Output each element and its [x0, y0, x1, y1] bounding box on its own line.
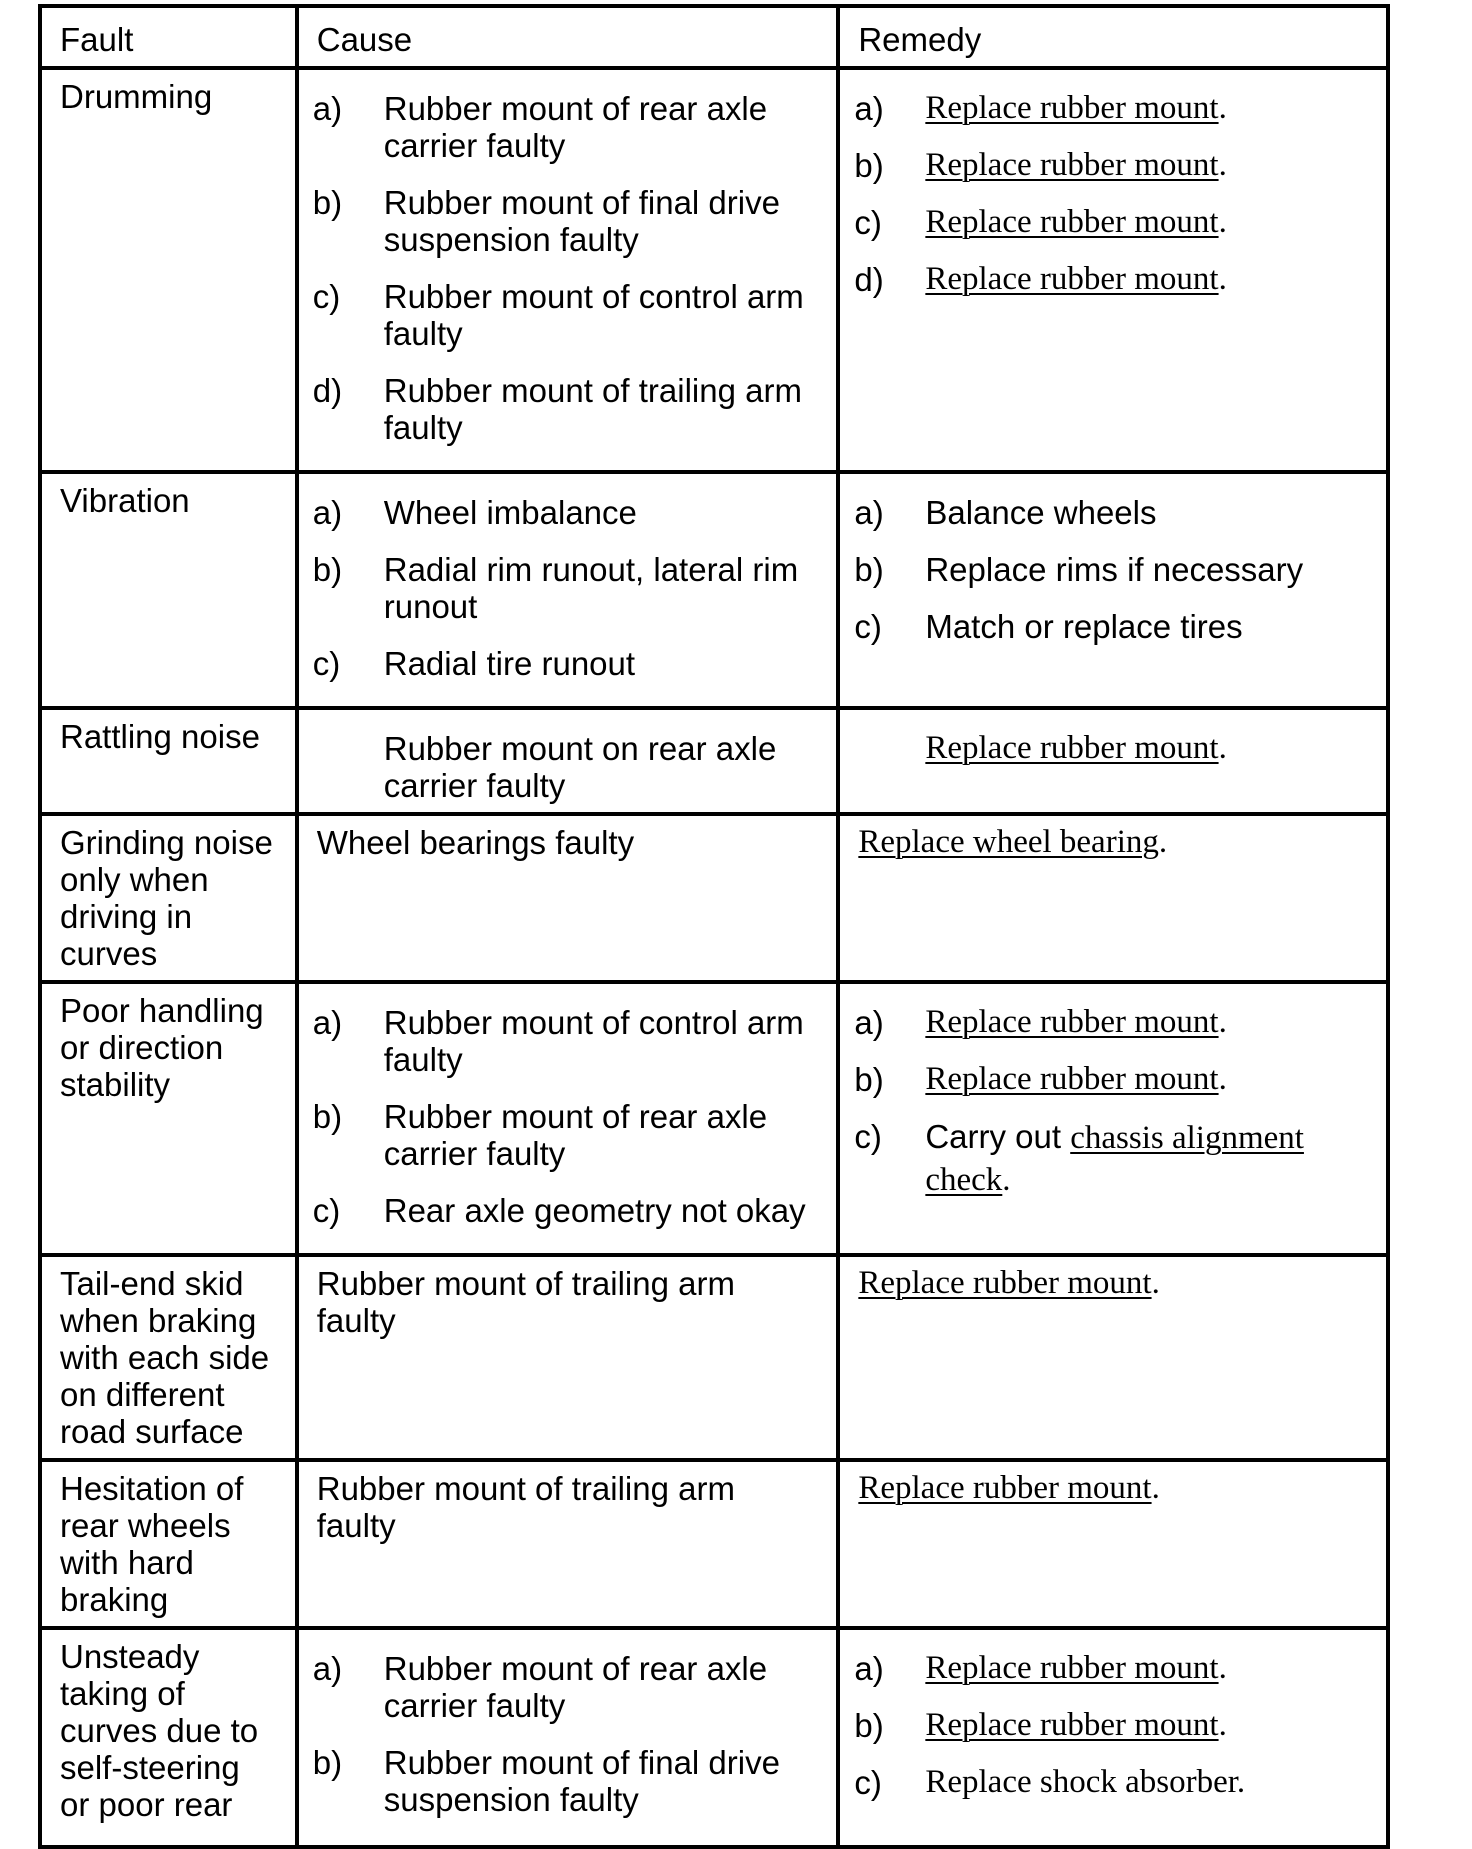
remedy-link[interactable]: Replace rubber mount	[925, 1707, 1219, 1743]
cause-text: Wheel bearings faulty	[316, 824, 635, 861]
cause-text: Rubber mount of trailing arm faulty	[316, 1470, 735, 1544]
list-item: c) Match or replace tires	[854, 608, 1243, 645]
list-item: c) Replace shock absorber.	[854, 1764, 1246, 1801]
fault-cell	[40, 1255, 297, 1460]
remedy-link[interactable]: Replace rubber mount	[925, 90, 1219, 126]
remedy-link[interactable]: Replace rubber mount	[925, 1004, 1219, 1040]
list-item: a) Replace rubber mount.	[854, 1650, 1227, 1687]
remedy-link[interactable]: Replace rubber mount	[925, 261, 1219, 297]
table-row	[40, 68, 1388, 472]
fault-cell	[40, 814, 297, 982]
header-fault: Fault	[40, 6, 297, 68]
fault-text: Hesitation of rear wheels with hard braking	[60, 1470, 244, 1618]
remedy-link[interactable]: Replace rubber mount	[858, 1265, 1152, 1301]
list-item: b) Radial rim runout, lateral rim runout	[312, 551, 799, 625]
fault-text: Vibration	[60, 482, 190, 519]
table-row	[40, 1255, 1388, 1460]
cause-cell	[297, 472, 839, 708]
remedy-link[interactable]: Replace wheel bearing	[858, 824, 1159, 860]
remedy-link[interactable]: Replace rubber mount	[925, 1650, 1219, 1686]
table-row	[40, 1628, 1388, 1847]
remedy-cell: Replace rubber mount.	[838, 708, 1388, 814]
list-item: c) Rubber mount of control arm faulty	[312, 278, 804, 352]
fault-cell	[40, 708, 297, 814]
fault-text: Tail-end skid when braking with each side on different road surface	[60, 1265, 270, 1450]
cause-text: Rubber mount of trailing arm faulty	[316, 1265, 735, 1339]
fault-diagnosis-table	[38, 4, 1390, 1849]
cause-cell	[297, 1255, 839, 1460]
fault-cell	[40, 982, 297, 1255]
fault-text: Rattling noise	[60, 718, 260, 755]
header-remedy: Remedy	[838, 6, 1388, 68]
chassis-alignment-link[interactable]: chassis alignment check	[925, 1120, 1304, 1198]
cause-cell	[297, 68, 839, 472]
list-item: a) Rubber mount of rear axle carrier faulty	[312, 1650, 768, 1724]
cause-text: Rubber mount on rear axle carrier faulty	[383, 730, 777, 804]
header-row	[40, 6, 1388, 68]
list-item: c) Rear axle geometry not okay	[312, 1192, 806, 1229]
fault-text: Unsteady taking of curves due to self-steering or poor rear	[60, 1638, 259, 1823]
fault-text: Poor handling or direction stability	[60, 992, 264, 1103]
cause-cell	[297, 982, 839, 1255]
list-item: b) Replace rims if necessary	[854, 551, 1304, 588]
fault-text: Drumming	[60, 78, 213, 115]
list-item: d) Rubber mount of trailing arm faulty	[312, 372, 802, 446]
remedy-cell: Replace rubber mount.	[838, 1460, 1388, 1628]
cause-cell	[297, 708, 839, 814]
remedy-link[interactable]: Replace rubber mount	[858, 1470, 1152, 1506]
list-item: a) Rubber mount of rear axle carrier faulty	[312, 90, 768, 164]
cause-cell	[297, 1628, 839, 1847]
remedy-cell	[838, 1628, 1388, 1847]
list-item: d) Replace rubber mount.	[854, 261, 1227, 298]
cause-cell	[297, 814, 839, 982]
list-item: a) Rubber mount of control arm faulty	[312, 1004, 804, 1078]
remedy-cell: Replace wheel bearing.	[838, 814, 1388, 982]
list-item: b) Replace rubber mount.	[854, 1061, 1227, 1098]
list-item: b) Rubber mount of final drive suspension faulty	[312, 1744, 780, 1818]
cause-cell	[297, 1460, 839, 1628]
fault-text: Grinding noise only when driving in curves	[60, 824, 273, 972]
list-item: c) Replace rubber mount.	[854, 204, 1227, 241]
fault-cell	[40, 472, 297, 708]
list-item: b) Rubber mount of final drive suspension faulty	[312, 184, 780, 258]
list-item: a) Balance wheels	[854, 494, 1157, 531]
table-row	[40, 472, 1388, 708]
remedy-link[interactable]: Replace rubber mount	[925, 1061, 1219, 1097]
remedy-link[interactable]: Replace rubber mount	[925, 147, 1219, 183]
list-item: a) Replace rubber mount.	[854, 1004, 1227, 1041]
list-item: a) Replace rubber mount.	[854, 90, 1227, 127]
table-row	[40, 814, 1388, 982]
remedy-cell	[838, 982, 1388, 1255]
fault-cell	[40, 1460, 297, 1628]
fault-cell	[40, 1628, 297, 1847]
fault-cell	[40, 68, 297, 472]
remedy-link[interactable]: Replace rubber mount	[925, 730, 1219, 766]
table-row	[40, 708, 1388, 814]
remedy-link[interactable]: Replace rubber mount	[925, 204, 1219, 240]
remedy-cell	[838, 472, 1388, 708]
list-item: b) Rubber mount of rear axle carrier faulty	[312, 1098, 768, 1172]
remedy-cell: Replace rubber mount.	[838, 1255, 1388, 1460]
list-item: a) Wheel imbalance	[312, 494, 637, 531]
remedy-cell	[838, 68, 1388, 472]
table-row	[40, 982, 1388, 1255]
list-item: b) Replace rubber mount.	[854, 147, 1227, 184]
header-cause: Cause	[297, 6, 839, 68]
list-item: c) Carry out chassis alignment check.	[854, 1118, 1304, 1198]
table-row	[40, 1460, 1388, 1628]
list-item: b) Replace rubber mount.	[854, 1707, 1227, 1744]
list-item: c) Radial tire runout	[312, 645, 636, 682]
